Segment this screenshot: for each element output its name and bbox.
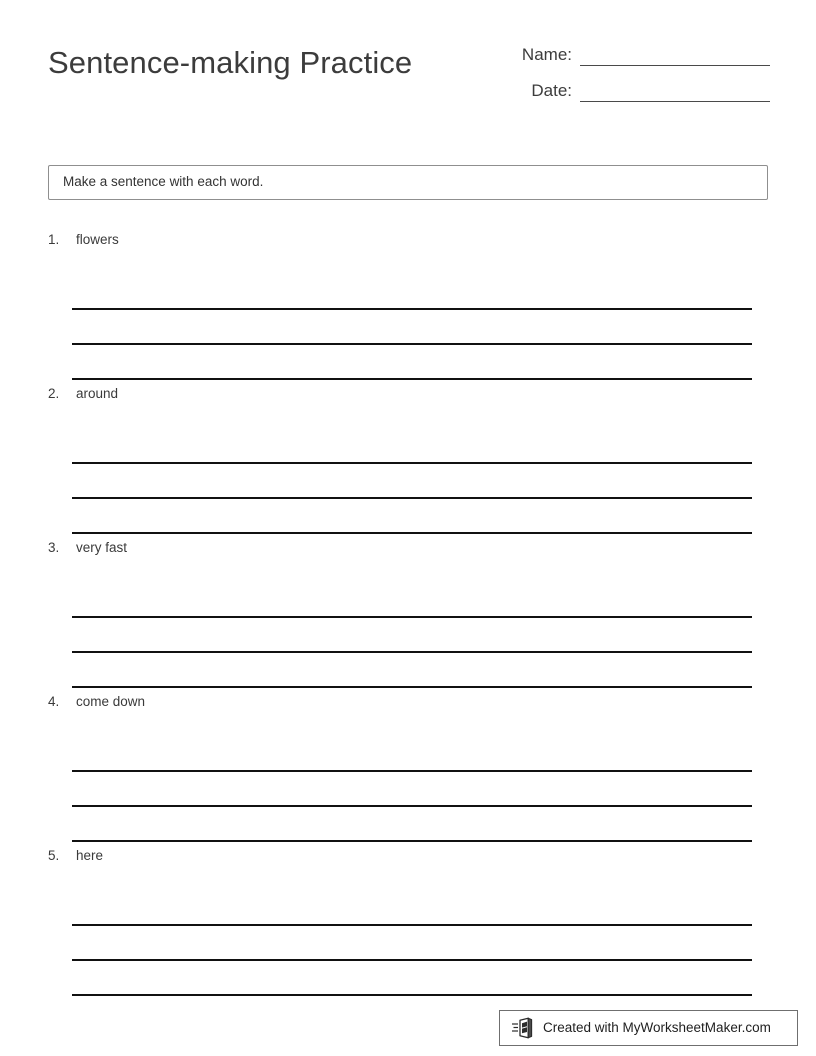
list-item [0, 536, 816, 690]
worksheet-header [0, 0, 816, 130]
item-number: 1. [48, 232, 60, 247]
date-field-label: Date: [531, 81, 572, 100]
item-heading [48, 848, 103, 863]
date-input-line[interactable] [580, 80, 770, 102]
item-number: 3. [48, 540, 60, 555]
exercise-list [0, 228, 816, 998]
item-number: 2. [48, 386, 60, 401]
writing-line[interactable] [72, 618, 752, 653]
writing-lines [72, 737, 752, 842]
date-field-row [470, 80, 770, 116]
name-field-label: Name: [521, 45, 572, 64]
attribution-badge[interactable] [499, 1010, 798, 1046]
list-item [0, 690, 816, 844]
writing-line[interactable] [72, 499, 752, 534]
item-word: flowers [76, 232, 119, 247]
name-field-row [470, 44, 770, 80]
writing-line[interactable] [72, 583, 752, 618]
writing-lines [72, 429, 752, 534]
item-heading [48, 540, 127, 555]
writing-line[interactable] [72, 737, 752, 772]
writing-line[interactable] [72, 429, 752, 464]
list-item [0, 228, 816, 382]
page-title: Sentence-making Practice [48, 45, 413, 80]
instruction-box [48, 165, 768, 200]
writing-line[interactable] [72, 807, 752, 842]
list-item [0, 844, 816, 998]
writing-line[interactable] [72, 926, 752, 961]
writing-lines [72, 583, 752, 688]
item-heading [48, 694, 145, 709]
item-word: around [76, 386, 119, 401]
item-number: 4. [48, 694, 60, 709]
writing-line[interactable] [72, 772, 752, 807]
instruction-text: Make a sentence with each word. [63, 174, 264, 190]
writing-lines [72, 275, 752, 380]
writing-line[interactable] [72, 653, 752, 688]
item-heading [48, 386, 118, 401]
worksheet-maker-logo-icon [511, 1017, 535, 1039]
writing-line[interactable] [72, 891, 752, 926]
writing-lines [72, 891, 752, 996]
writing-line[interactable] [72, 345, 752, 380]
item-word: very fast [76, 540, 128, 555]
writing-line[interactable] [72, 310, 752, 345]
item-word: come down [76, 694, 146, 709]
item-number: 5. [48, 848, 60, 863]
list-item [0, 382, 816, 536]
writing-line[interactable] [72, 464, 752, 499]
item-word: here [76, 848, 104, 863]
writing-line[interactable] [72, 961, 752, 996]
attribution-text: Created with MyWorksheetMaker.com [543, 1019, 771, 1035]
item-heading [48, 232, 119, 247]
name-input-line[interactable] [580, 44, 770, 66]
writing-line[interactable] [72, 275, 752, 310]
student-info-fields [470, 44, 770, 116]
